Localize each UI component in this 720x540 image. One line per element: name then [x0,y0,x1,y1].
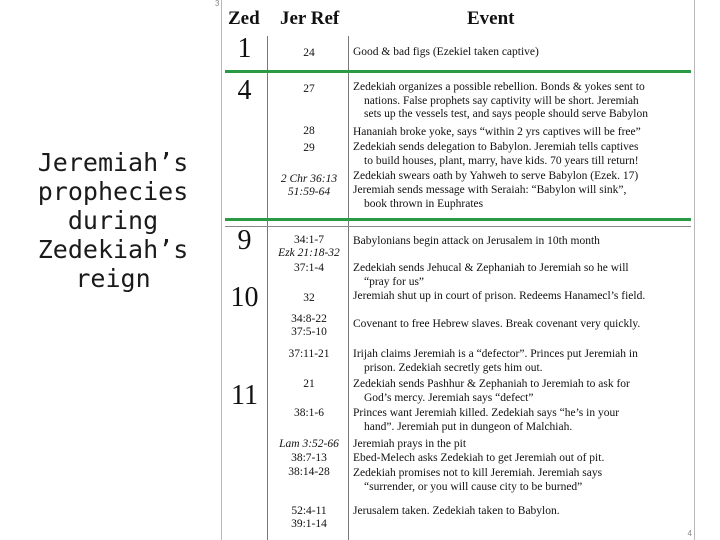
title-line: reign [75,264,151,293]
event-line: “surrender, or you will cause city to be burned” [364,480,583,493]
year-divider [225,218,691,221]
zed-year: 10 [230,282,259,313]
corner-mark: 4 [687,529,692,538]
event-entry [353,505,691,519]
event-line: sets up the vessels test, and says people should serve Babylon [364,108,648,120]
slide-title [18,148,208,293]
event-line: Zedekiah promises not to kill Jeremiah. Jeremiah says [353,467,603,479]
jer-ref: 37:11-21 [288,348,330,360]
event-line: Zedekiah sends Jehucal & Zephaniah to Jeremiah so he will [353,262,629,274]
jer-ref: 29 [303,142,315,154]
event-line: Zedekiah organizes a possible rebellion. Bonds & yokes sent to [353,81,645,93]
event-entry [353,348,691,375]
event-entry [353,81,691,122]
event-line: Babylonians begin attack on Jerusalem in 10th month [353,235,600,247]
event-entry [353,290,691,304]
event-line: Zedekiah swears oath by Yahweh to serve Babylon (Ezek. 17) [353,170,639,182]
event-entry [353,235,691,249]
event-line: Jeremiah sends message with Seraiah: “Babylon will sink”, [353,184,627,196]
event-line: Covenant to free Hebrew slaves. Break covenant very quickly. [353,318,641,330]
event-line: Jeremiah prays in the pit [353,438,467,450]
jer-ref: 39:1-14 [291,518,327,530]
jer-ref: 34:8-22 [291,313,327,325]
event-line: Ebed-Melech asks Zedekiah to get Jeremiah out of pit. [353,452,605,464]
event-entry [353,46,691,60]
jer-ref: 52:4-11 [291,505,327,517]
jer-ref: 34:1-7 [293,234,325,246]
event-line: hand”. Jeremiah put in dungeon of Malchiah. [364,420,573,433]
event-entry [353,438,691,452]
jer-ref: 32 [303,292,315,304]
event-entry [353,126,691,140]
jer-ref: 28 [303,125,315,137]
event-line: God’s mercy. Jeremiah says “defect” [364,391,534,404]
jer-ref: 21 [303,378,315,390]
jer-ref: 37:1-4 [293,262,325,274]
event-line: book thrown in Euphrates [364,197,484,210]
title-line: during [67,206,159,235]
year-divider [225,70,691,73]
zed-year: 1 [237,33,252,64]
event-line: to build houses, plant, marry, have kids. 70 years till return! [364,154,639,167]
event-entry [353,184,691,211]
event-line: Zedekiah sends Pashhur & Zephaniah to Jeremiah to ask for [353,378,630,390]
jer-ref: 27 [303,83,315,95]
event-line: Zedekiah sends delegation to Babylon. Jeremiah tells captives [353,141,639,153]
title-line: Zedekiah’s [37,235,189,264]
title-line: Jeremiah’s [37,148,189,177]
event-entry [353,262,691,289]
zed-year: 11 [231,380,258,411]
header-zed: Zed [228,8,260,29]
event-entry [353,141,691,168]
jer-ref: 38:7-13 [291,452,327,464]
jer-ref: Lam 3:52-66 [279,438,339,450]
timeline-table [215,0,695,540]
header-jer-ref: Jer Ref [280,8,340,29]
row-divider [225,226,691,227]
jer-ref: 24 [303,47,315,59]
jer-ref: 38:14-28 [288,466,330,478]
event-entry [353,467,691,494]
event-line: Good & bad figs (Ezekiel taken captive) [353,46,539,58]
jer-ref: 51:59-64 [287,186,331,198]
zed-year: 4 [237,75,252,106]
event-entry [353,378,691,405]
event-line: Princes want Jeremiah killed. Zedekiah says “he’s in your [353,407,620,419]
header-event: Event [467,8,515,29]
column-divider [348,36,349,540]
zed-year: 9 [237,225,252,256]
event-line: Jerusalem taken. Zedekiah taken to Babylon. [353,505,560,517]
corner-mark: 3 [215,0,220,8]
jer-ref: Ezk 21:18-32 [278,247,340,259]
event-entry [353,318,691,332]
event-entry [353,407,691,434]
event-line: Hananiah broke yoke, says “within 2 yrs captives will be free” [353,126,641,138]
jer-ref: 38:1-6 [293,407,325,419]
event-line: Jeremiah shut up in court of prison. Redeems Hanamecl’s field. [353,290,646,302]
event-entry [353,452,691,466]
title-line: prophecies [37,177,189,206]
jer-ref: 37:5-10 [291,326,327,338]
jer-ref: 2 Chr 36:13 [280,173,338,185]
event-line: nations. False prophets say captivity will be short. Jeremiah [364,94,639,107]
column-divider [267,36,268,540]
event-line: “pray for us” [364,275,425,288]
event-line: prison. Zedekiah secretly gets him out. [364,361,543,374]
event-entry [353,170,691,184]
event-line: Irijah claims Jeremiah is a “defector”. Princes put Jeremiah in [353,348,638,360]
